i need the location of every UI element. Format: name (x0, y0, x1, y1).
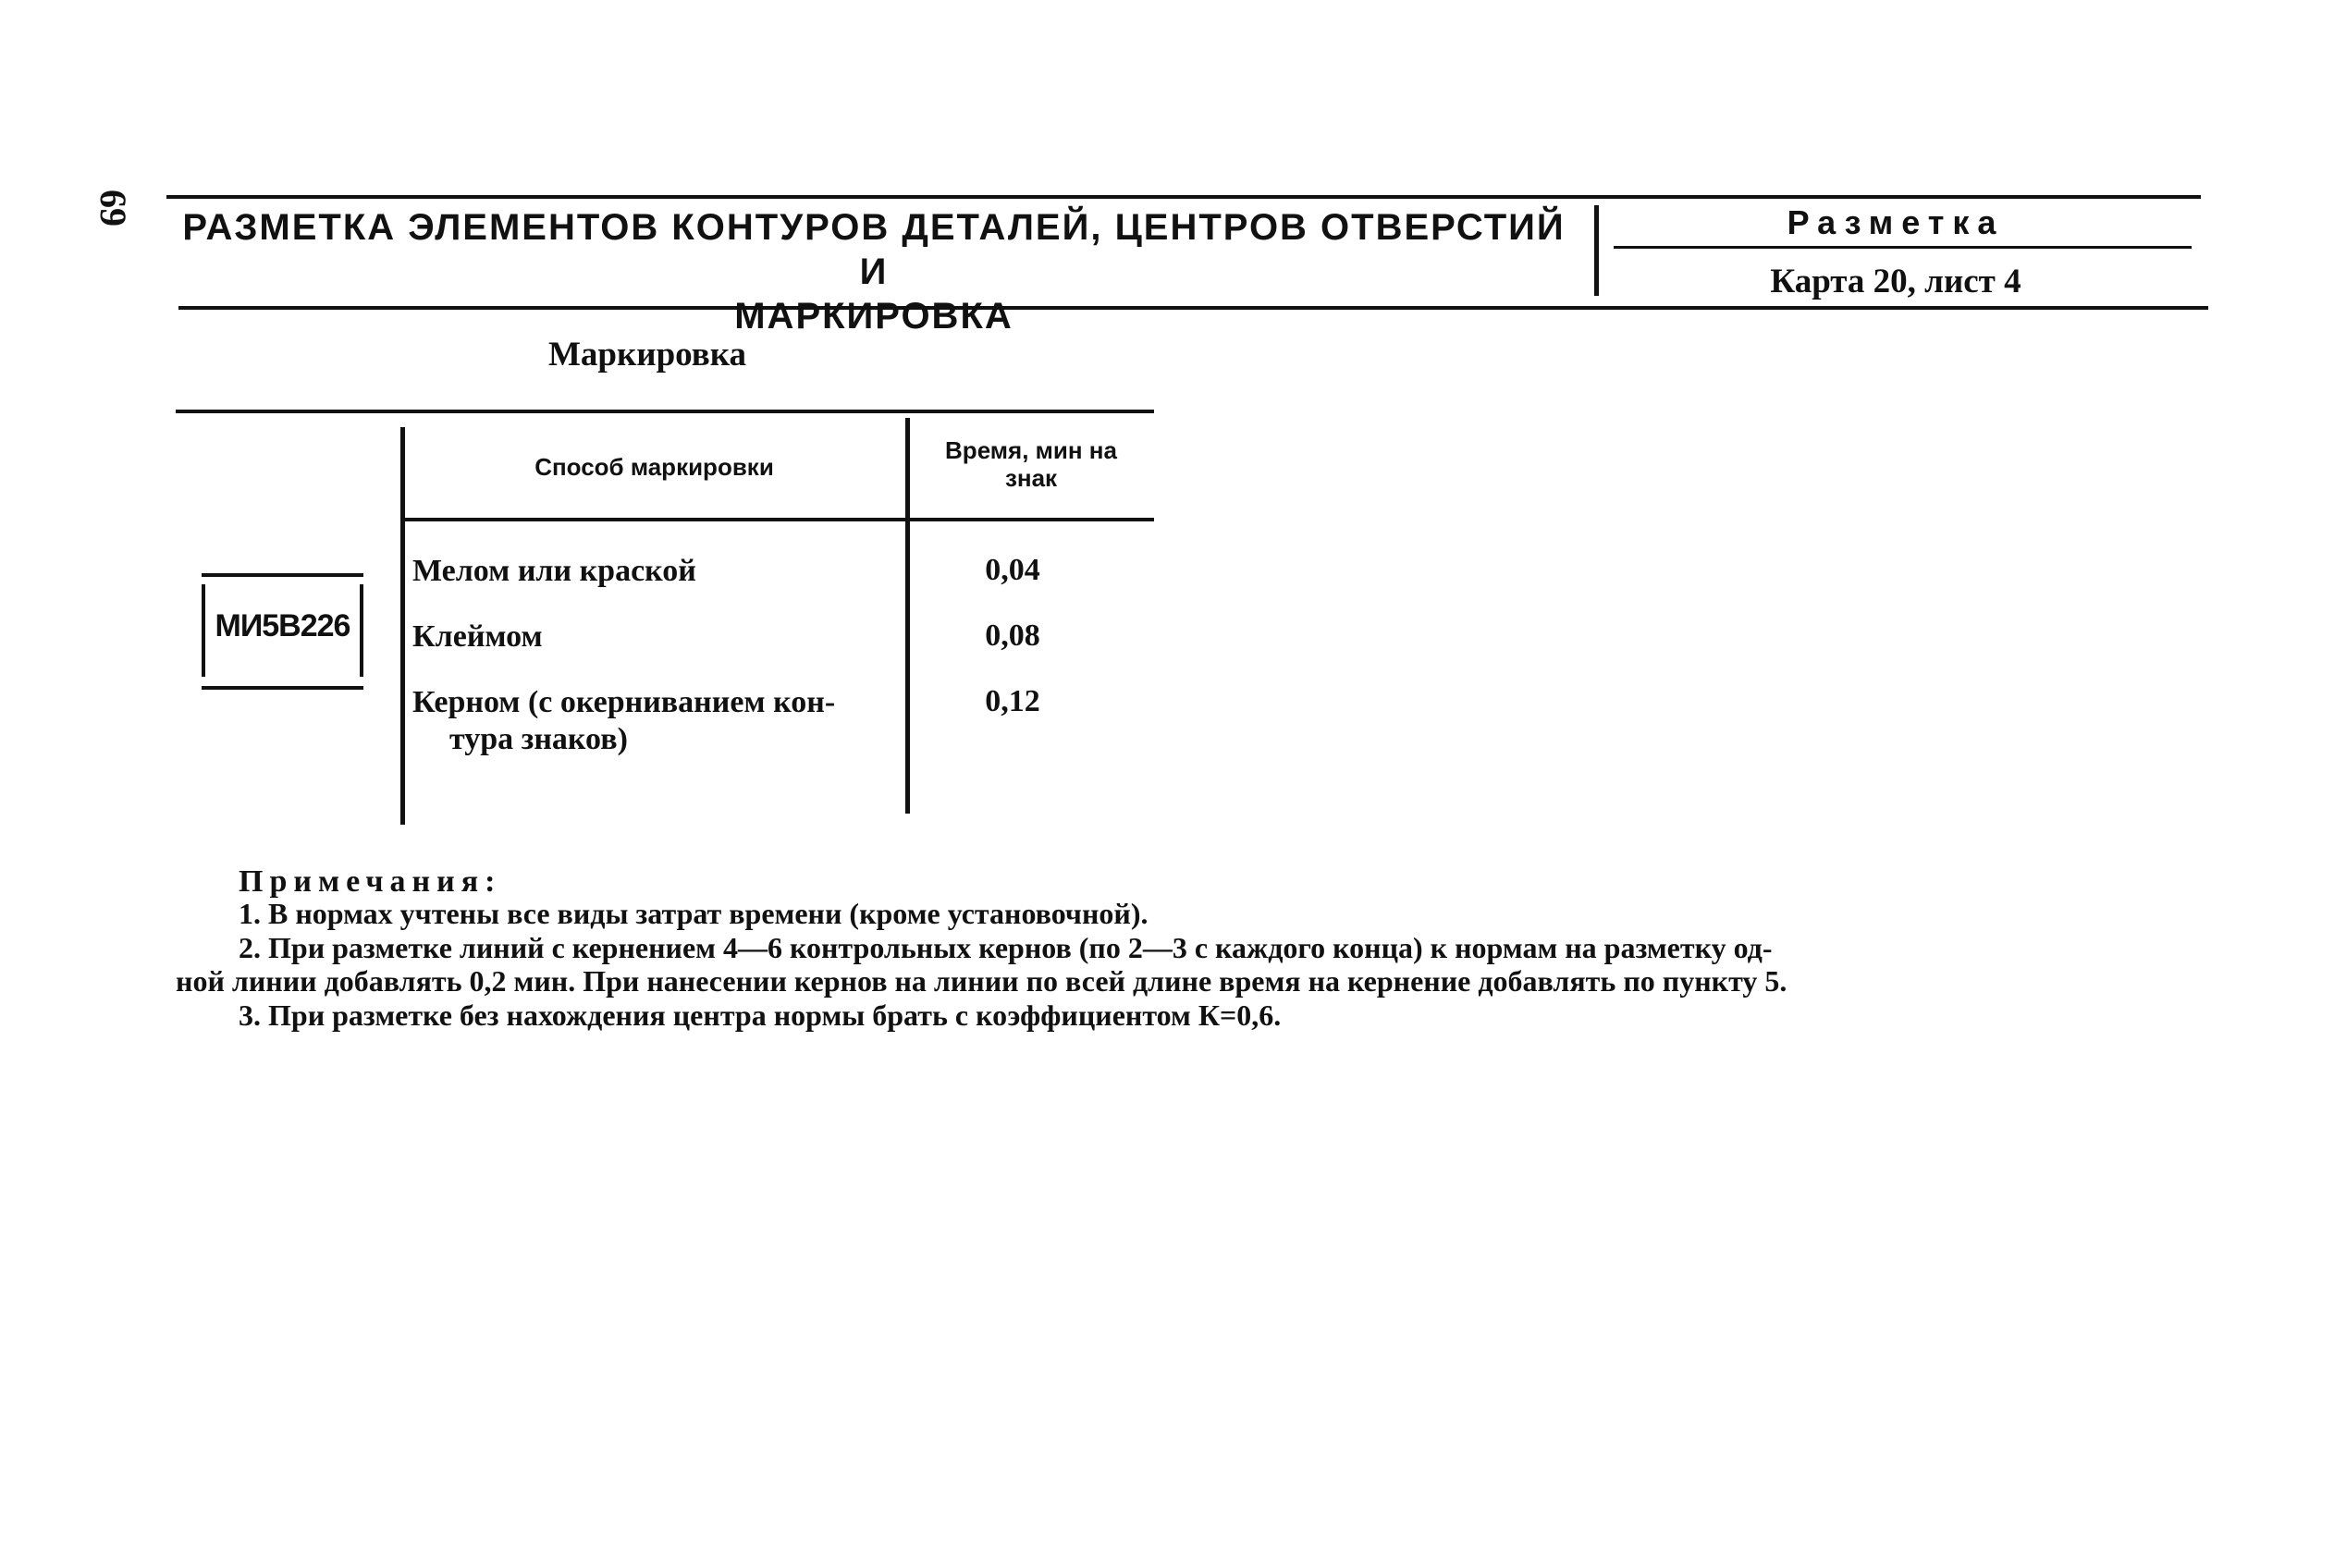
column-header-time-line1: Время, мин на (945, 436, 1117, 464)
table-row-3-time: 0,12 (985, 684, 1040, 718)
table-row-1-method: Мелом или краской (412, 554, 696, 588)
table-row-3-method-line1: Керном (с окерниванием кон- (412, 685, 836, 719)
header-right-mid-rule (1614, 246, 2192, 249)
table-top-rule (176, 410, 1154, 413)
table-mid-rule (905, 418, 910, 814)
table-left-rule (400, 427, 405, 825)
column-header-time-line2: знак (1004, 464, 1058, 492)
table-header-rule (405, 518, 1154, 521)
note-2-line-2: ной линии добавлять 0,2 мин. При нанесении кернов на линии по всей длине время на кернение добавлять по пункту 5. (176, 964, 1787, 998)
table-row-3-method (412, 684, 893, 758)
code-box (202, 573, 363, 690)
section-name: Разметка (1787, 203, 2005, 241)
table-row-2-method: Клеймом (412, 619, 543, 654)
table-subtitle: Маркировка (547, 336, 747, 374)
title-line-1: РАЗМЕТКА ЭЛЕМЕНТОВ КОНТУРОВ ДЕТАЛЕЙ, ЦЕНТРОВ ОТВЕРСТИЙ И (182, 207, 1566, 292)
header-divider (1594, 205, 1599, 296)
card-sheet-label: Карта 20, лист 4 (1770, 263, 2021, 300)
document-title (176, 205, 1572, 338)
title-line-2: МАРКИРОВКА (734, 296, 1013, 337)
note-1: 1. В нормах учтены все виды затрат времени (кроме установочной). (239, 897, 1149, 930)
note-3: 3. При разметке без нахождения центра нормы брать с коэффициентом К=0,6. (239, 998, 1282, 1032)
table-row-1-time: 0,04 (985, 553, 1040, 587)
note-2-line-1: 2. При разметке линий с кернением 4—6 контрольных кернов (по 2—3 с каждого конца) к нормам на разметку од- (239, 931, 1773, 964)
table-row-2-time: 0,08 (985, 619, 1040, 653)
header-top-rule (166, 195, 2201, 199)
table-row-3-method-line2: тура знаков) (449, 722, 628, 756)
column-header-time (911, 436, 1151, 492)
page-number: 69 (92, 190, 134, 227)
column-header-method: Способ маркировки (534, 453, 774, 481)
notes-heading: Примечания: (239, 864, 502, 899)
marking-code: МИ5В226 (215, 608, 350, 643)
